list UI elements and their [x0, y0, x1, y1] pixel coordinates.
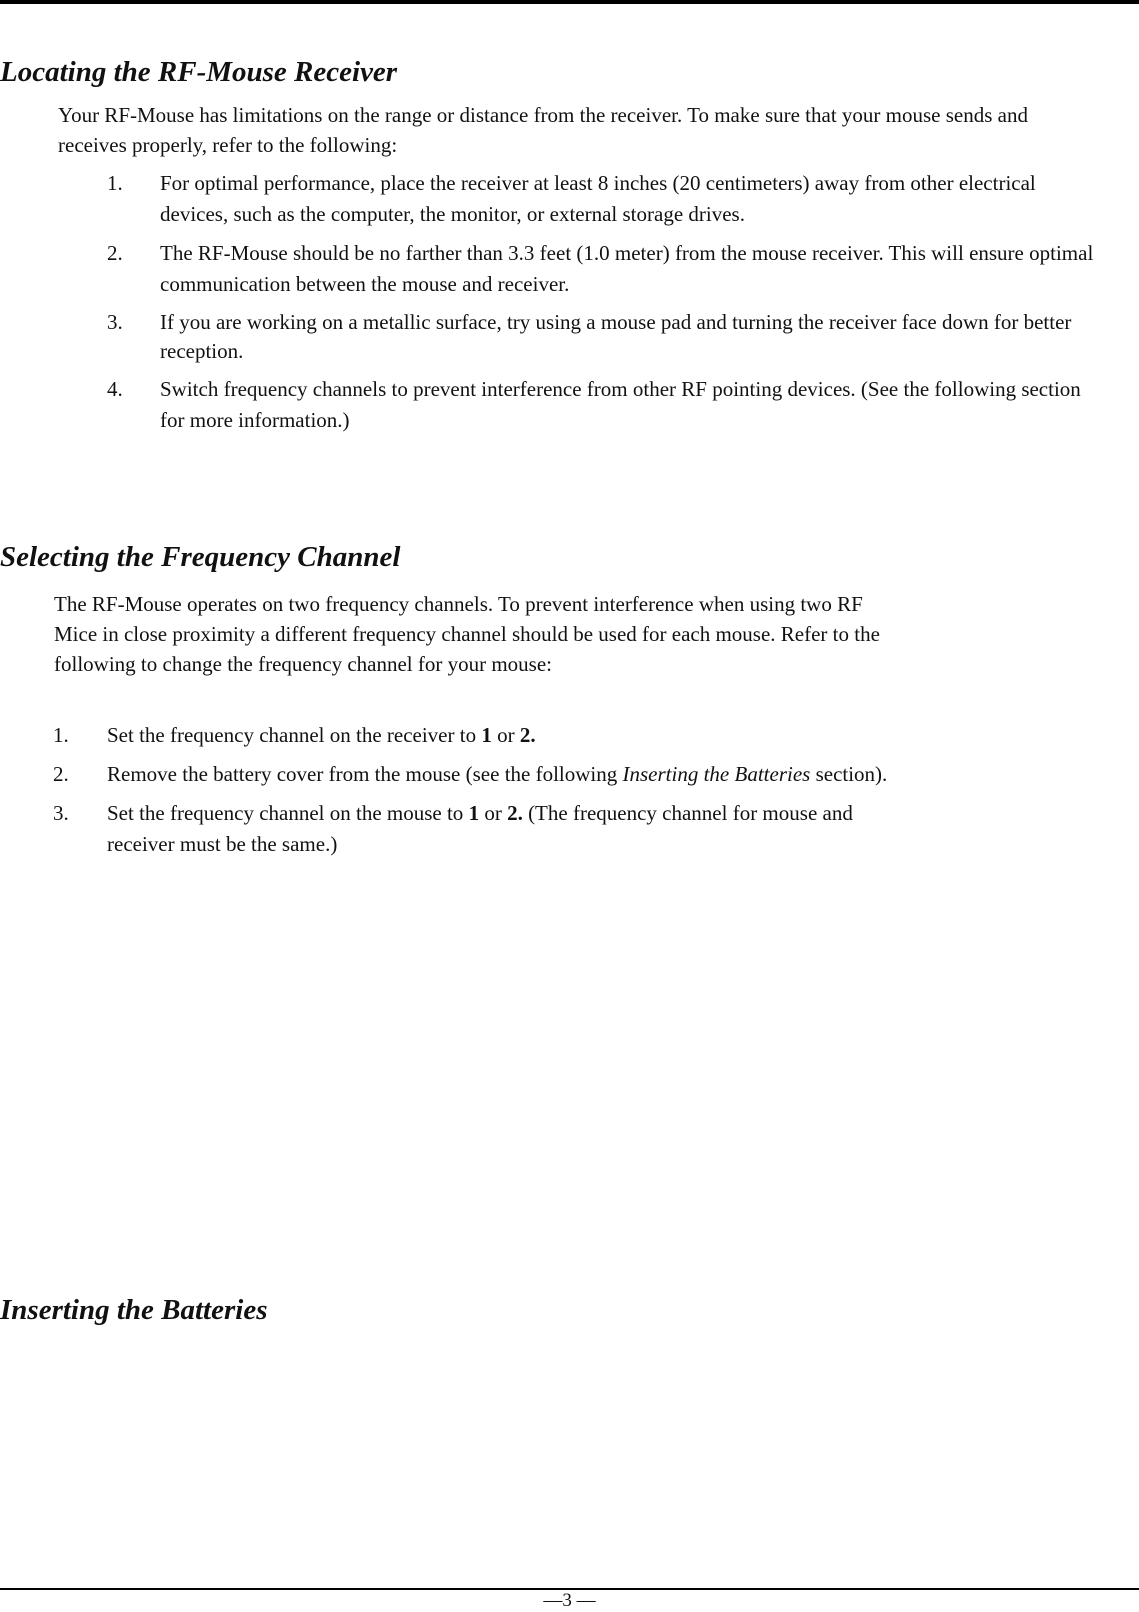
list-text: Set the frequency channel on the mouse to 1 or 2. (The frequency channel for mouse and receiver must be the same.) — [107, 801, 853, 856]
list-number: 4. — [107, 377, 123, 401]
list-number: 1. — [107, 171, 123, 195]
list-item — [107, 308, 1102, 366]
list-item — [53, 759, 913, 790]
list-item — [53, 720, 913, 751]
list-number: 2. — [53, 762, 69, 786]
list-text: Remove the battery cover from the mouse (see the following Inserting the Batteries section). — [107, 762, 888, 786]
list-text: Switch frequency channels to prevent interference from other RF pointing devices. (See the following section for more information.) — [160, 377, 1081, 432]
locating-list — [107, 168, 1102, 444]
list-text: For optimal performance, place the receiver at least 8 inches (20 centimeters) away from other electrical devices, such as the computer, the monitor, or external storage drives. — [160, 171, 1036, 226]
frequency-intro: The RF-Mouse operates on two frequency channels. To prevent interference when using two RF Mice in close proximity a different frequency channel should be used for each mouse. Refer to the following to change the frequency channel for your mouse: — [54, 592, 880, 676]
frequency-list — [53, 720, 913, 868]
list-number: 2. — [107, 241, 123, 265]
list-text: The RF-Mouse should be no farther than 3.3 feet (1.0 meter) from the mouse receiver. This will ensure optimal communication between the mouse and receiver. — [160, 241, 1094, 296]
heading-locating-receiver: Locating the RF-Mouse Receiver — [0, 56, 398, 88]
list-number: 3. — [53, 801, 69, 825]
heading-frequency-channel: Selecting the Frequency Channel — [0, 541, 401, 573]
list-item — [107, 168, 1102, 230]
list-item — [107, 374, 1102, 436]
list-item — [53, 798, 913, 860]
list-text: Set the frequency channel on the receiver to 1 or 2. — [107, 723, 536, 747]
list-number: 3. — [107, 310, 123, 334]
heading-inserting-batteries: Inserting the Batteries — [0, 1294, 268, 1326]
list-item — [107, 238, 1102, 300]
list-text: If you are working on a metallic surface, try using a mouse pad and turning the receiver face down for better reception. — [160, 310, 1072, 363]
page-number: —3 — — [543, 1590, 596, 1611]
top-rule — [0, 0, 1139, 4]
locating-intro: Your RF-Mouse has limitations on the range or distance from the receiver. To make sure that your mouse sends and receives properly, refer to the following: — [58, 103, 1028, 157]
list-number: 1. — [53, 723, 69, 747]
